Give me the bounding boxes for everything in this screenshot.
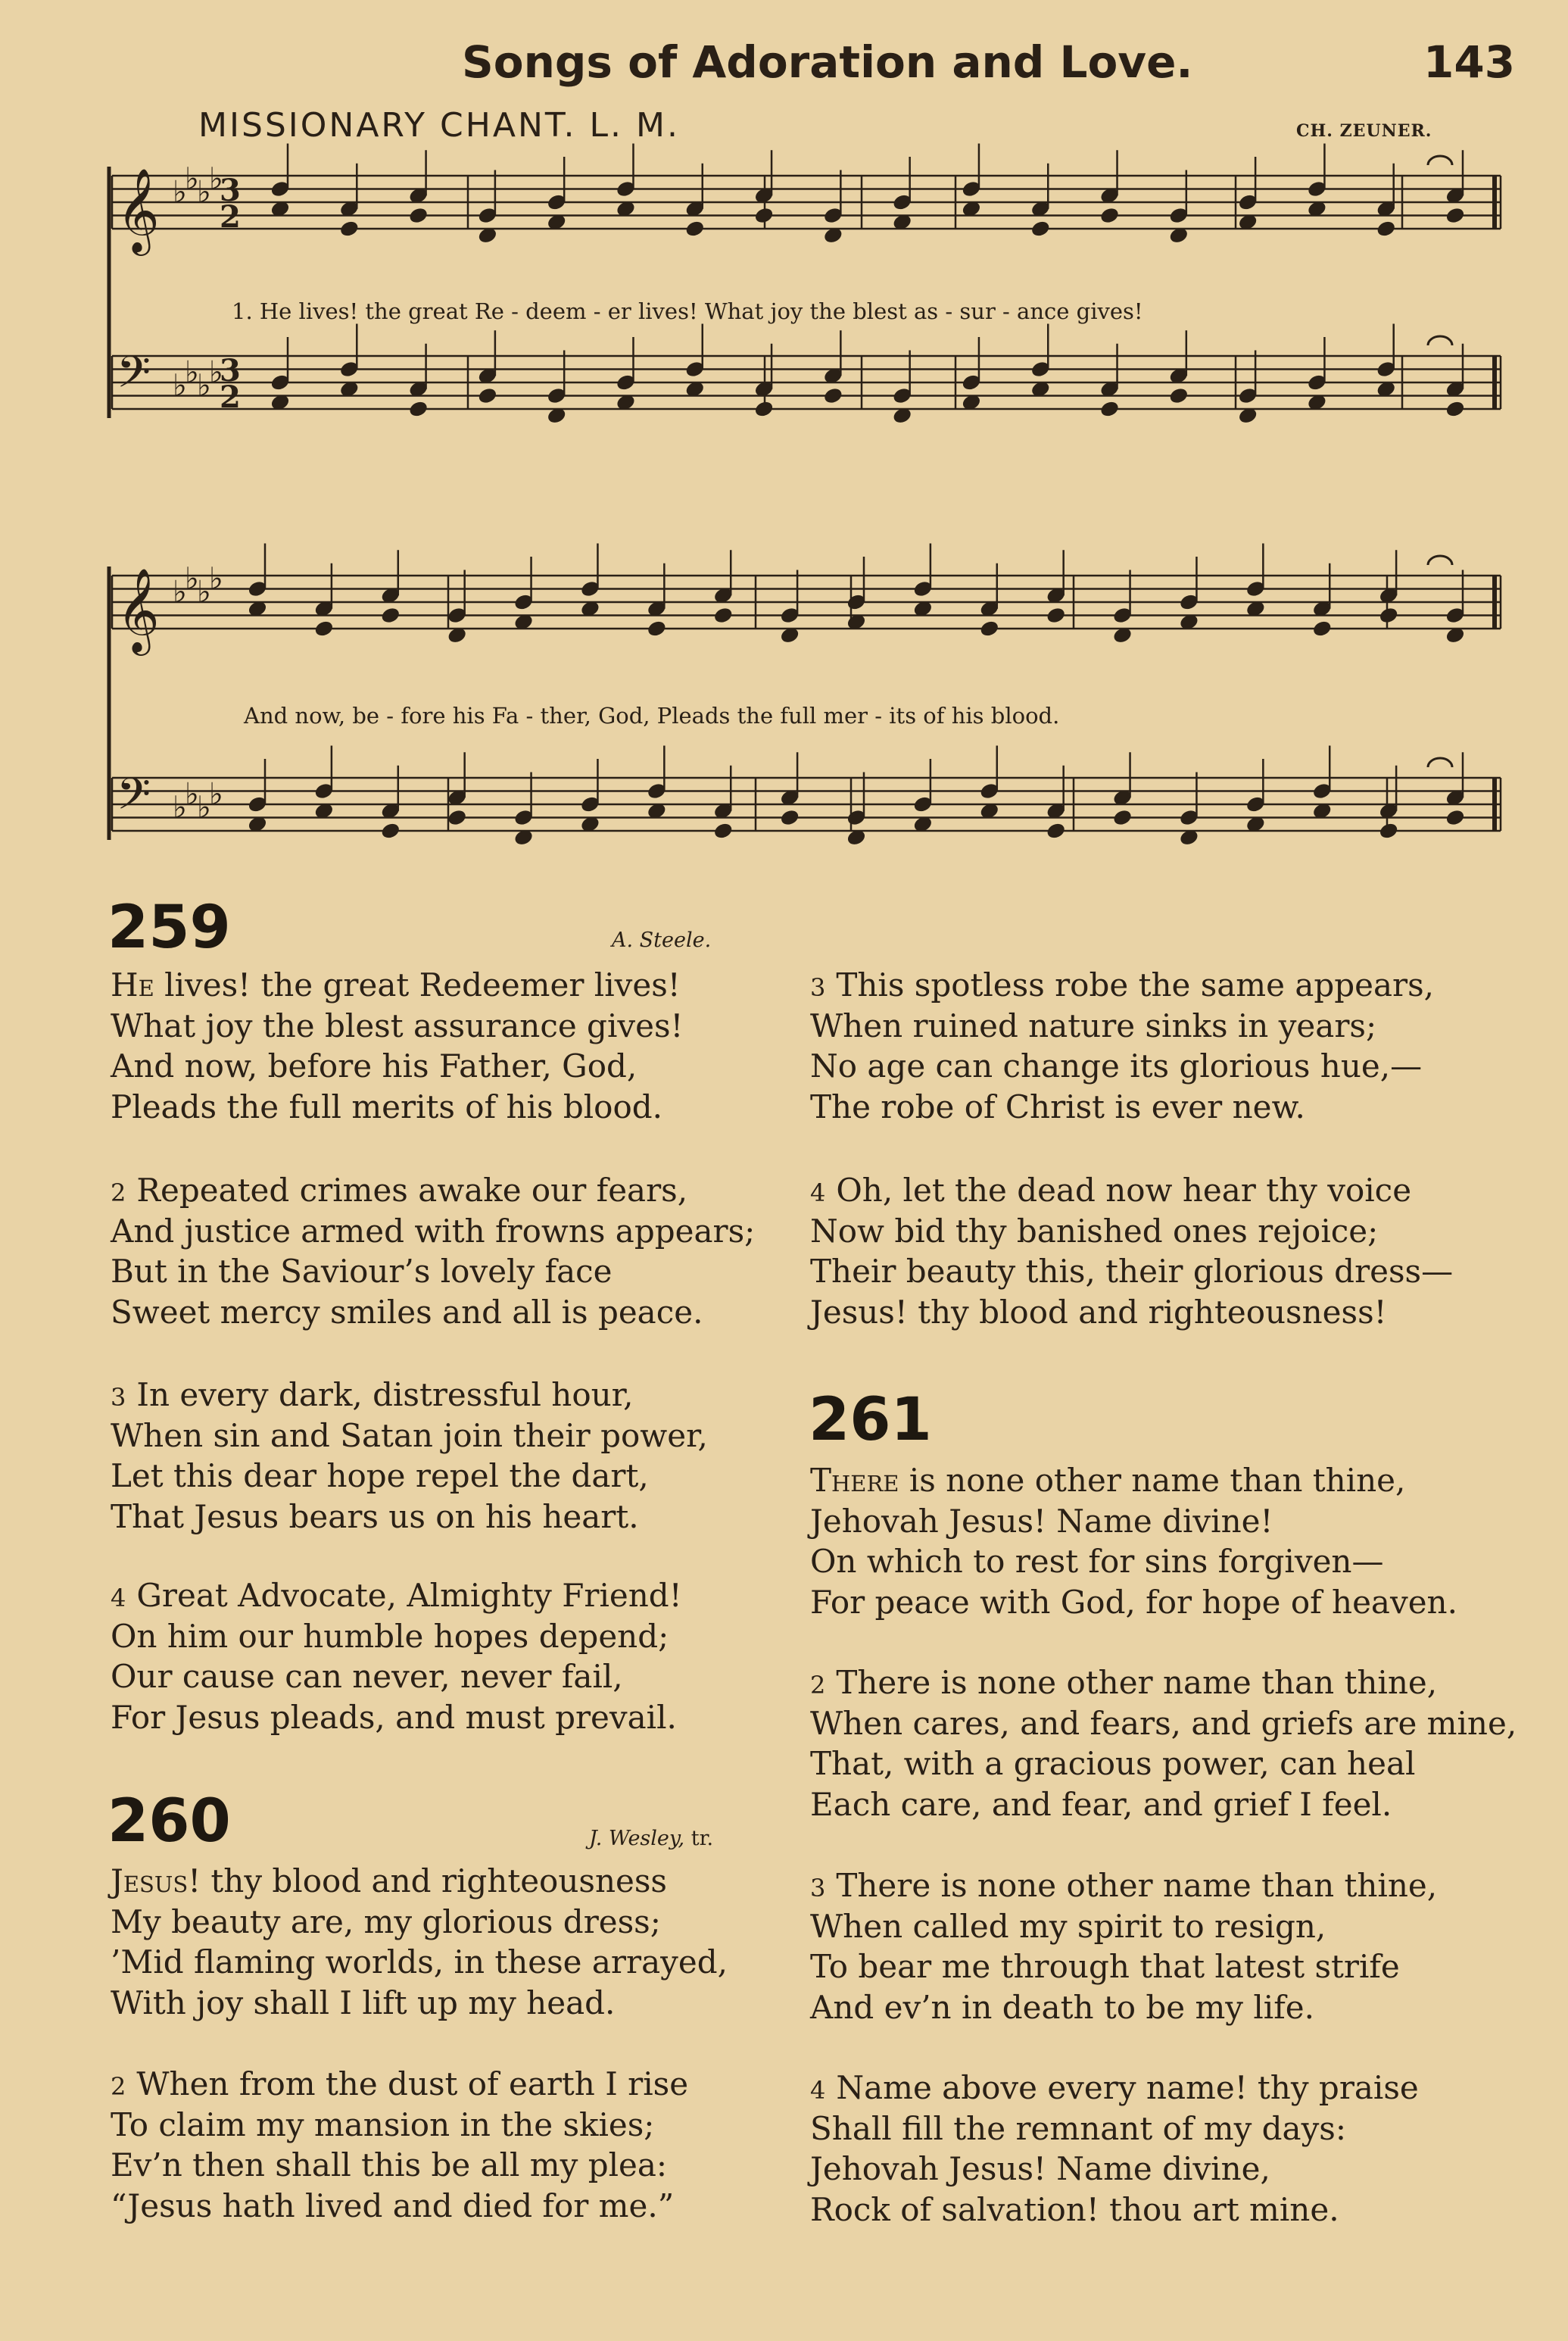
note-head <box>979 620 999 638</box>
page-number: 143 <box>1423 36 1516 88</box>
bass-clef-icon: 𝄢 <box>117 346 151 409</box>
note-head <box>1445 400 1466 418</box>
flat-icon: ♭ <box>197 575 211 610</box>
time-signature: 3 <box>220 353 241 389</box>
note-head <box>754 400 775 418</box>
flat-icon: ♭ <box>185 161 199 197</box>
flat-icon: ♭ <box>185 355 199 390</box>
hymn-author-260: J. Wesley, tr. <box>589 1827 714 1850</box>
note-head <box>1312 620 1333 638</box>
flat-icon: ♭ <box>185 561 199 597</box>
first-word: He <box>111 966 154 1004</box>
note-head <box>1030 220 1051 238</box>
flat-icon: ♭ <box>209 161 223 197</box>
note-head <box>447 809 467 827</box>
fermata-icon <box>1428 156 1452 165</box>
note-head <box>1445 207 1466 225</box>
note-head <box>1099 207 1120 225</box>
flat-icon: ♭ <box>209 355 223 390</box>
treble-clef-icon: 𝄞 <box>117 567 160 652</box>
hymn-261-stanza-4: 4 Name above every name! thy praise Shall fill the remnant of my days: Jehovah Jesus! Name divine, Rock of salvation! thou art mine. <box>810 2069 1419 2228</box>
composer: CH. ZEUNER. <box>1296 121 1432 141</box>
flat-icon: ♭ <box>173 575 187 610</box>
note-head <box>478 387 498 405</box>
time-signature: 3 <box>220 173 241 208</box>
note-head <box>408 207 429 225</box>
flat-icon: ♭ <box>173 175 187 210</box>
first-word: Jesus <box>111 1862 189 1899</box>
hymn-259-stanza-4: 4 Great Advocate, Almighty Friend! On him our humble hopes depend; Our cause can never, never fail, For Jesus pleads, and must prevail. <box>111 1577 682 1736</box>
note-head <box>780 809 800 827</box>
note-head <box>1046 822 1066 840</box>
first-word: There <box>810 1462 899 1499</box>
note-head <box>339 220 360 238</box>
hymn-260-stanza-1: Jesus! thy blood and righteousness My beauty are, my glorious dress; ’Mid flaming worlds, in these arrayed, With joy shall I lift up my head. <box>111 1862 728 2021</box>
flat-icon: ♭ <box>173 368 187 404</box>
note-head <box>380 822 401 840</box>
note-head <box>1379 607 1399 625</box>
hymn-number-260: 260 <box>108 1787 231 1856</box>
note-head <box>1376 220 1396 238</box>
flat-icon: ♭ <box>197 175 211 210</box>
hymn-260-stanza-3: 3 This spotless robe the same appears, When ruined nature sinks in years; No age can change its glorious hue,— The robe of Christ is ever new. <box>810 966 1435 1125</box>
time-signature: 2 <box>220 379 241 415</box>
flat-icon: ♭ <box>197 790 211 826</box>
note-head <box>380 607 401 625</box>
note-head <box>1445 809 1466 827</box>
hymn-260-stanza-2: 2 When from the dust of earth I rise To claim my mansion in the skies; Ev’n then shall this be all my plea: “Jesus hath lived and died for me.” <box>111 2065 689 2224</box>
flat-icon: ♭ <box>197 368 211 404</box>
music-lyrics-line-2: And now, be - fore his Fa - ther, God, Pleads the full mer - its of his blood. <box>244 703 1060 729</box>
hymn-261-stanza-2: 2 There is none other name than thine, When cares, and fears, and griefs are mine, That, with a gracious power, can heal Each care, and fear, and grief I feel. <box>810 1664 1517 1823</box>
treble-clef-icon: 𝄞 <box>117 167 160 252</box>
note-head <box>408 400 429 418</box>
fermata-icon <box>1428 758 1452 767</box>
note-head <box>1168 387 1189 405</box>
hymn-number-261: 261 <box>809 1386 932 1454</box>
fermata-icon <box>1428 336 1452 345</box>
note-head <box>647 620 667 638</box>
flat-icon: ♭ <box>209 777 223 812</box>
note-head <box>713 822 734 840</box>
fermata-icon <box>1428 556 1452 565</box>
music-score <box>0 0 1568 894</box>
hymn-260-stanza-4: 4 Oh, let the dead now hear thy voice Now bid thy banished ones rejoice; Their beauty this, their glorious dress— Jesus! thy blood and righteousness! <box>810 1172 1454 1331</box>
note-head <box>1046 607 1066 625</box>
hymn-259-stanza-3: 3 In every dark, distressful hour, When sin and Satan join their power, Let this dear hope repel the dart, That Jesus bears us on his heart. <box>111 1376 708 1535</box>
tune-name: MISSIONARY CHANT. L. M. <box>198 106 680 145</box>
note-head <box>823 387 843 405</box>
note-head <box>1112 809 1133 827</box>
note-head <box>684 220 705 238</box>
note-head <box>1099 400 1120 418</box>
hymn-259-stanza-2: 2 Repeated crimes awake our fears, And justice armed with frowns appears; But in the Saviour’s lovely face Sweet mercy smiles and all is peace. <box>111 1172 756 1331</box>
bass-clef-icon: 𝄢 <box>117 768 151 831</box>
hymn-261-stanza-3: 3 There is none other name than thine, When called my spirit to resign, To bear me through that latest strife And ev’n in death to be my life. <box>810 1867 1438 2026</box>
note-head <box>314 620 335 638</box>
flat-icon: ♭ <box>185 777 199 812</box>
hymn-259-stanza-1: He lives! the great Redeemer lives! What joy the blest assurance gives! And now, before his Father, God, Pleads the full merits of his blood. <box>111 966 684 1125</box>
flat-icon: ♭ <box>209 561 223 597</box>
time-signature: 2 <box>220 199 241 235</box>
flat-icon: ♭ <box>173 790 187 826</box>
note-head <box>713 607 734 625</box>
note-head <box>1379 822 1399 840</box>
hymn-author-259: A. Steele. <box>612 929 712 952</box>
hymn-number-259: 259 <box>108 894 231 962</box>
music-lyrics-line-1: 1. He lives! the great Re - deem - er lives! What joy the blest as - sur - ance gives! <box>232 298 1143 324</box>
hymn-261-stanza-1: There is none other name than thine, Jehovah Jesus! Name divine! On which to rest for sins forgiven— For peace with God, for hope of heaven. <box>810 1462 1457 1621</box>
note-head <box>754 207 775 225</box>
page-title: Songs of Adoration and Love. <box>462 36 1193 88</box>
